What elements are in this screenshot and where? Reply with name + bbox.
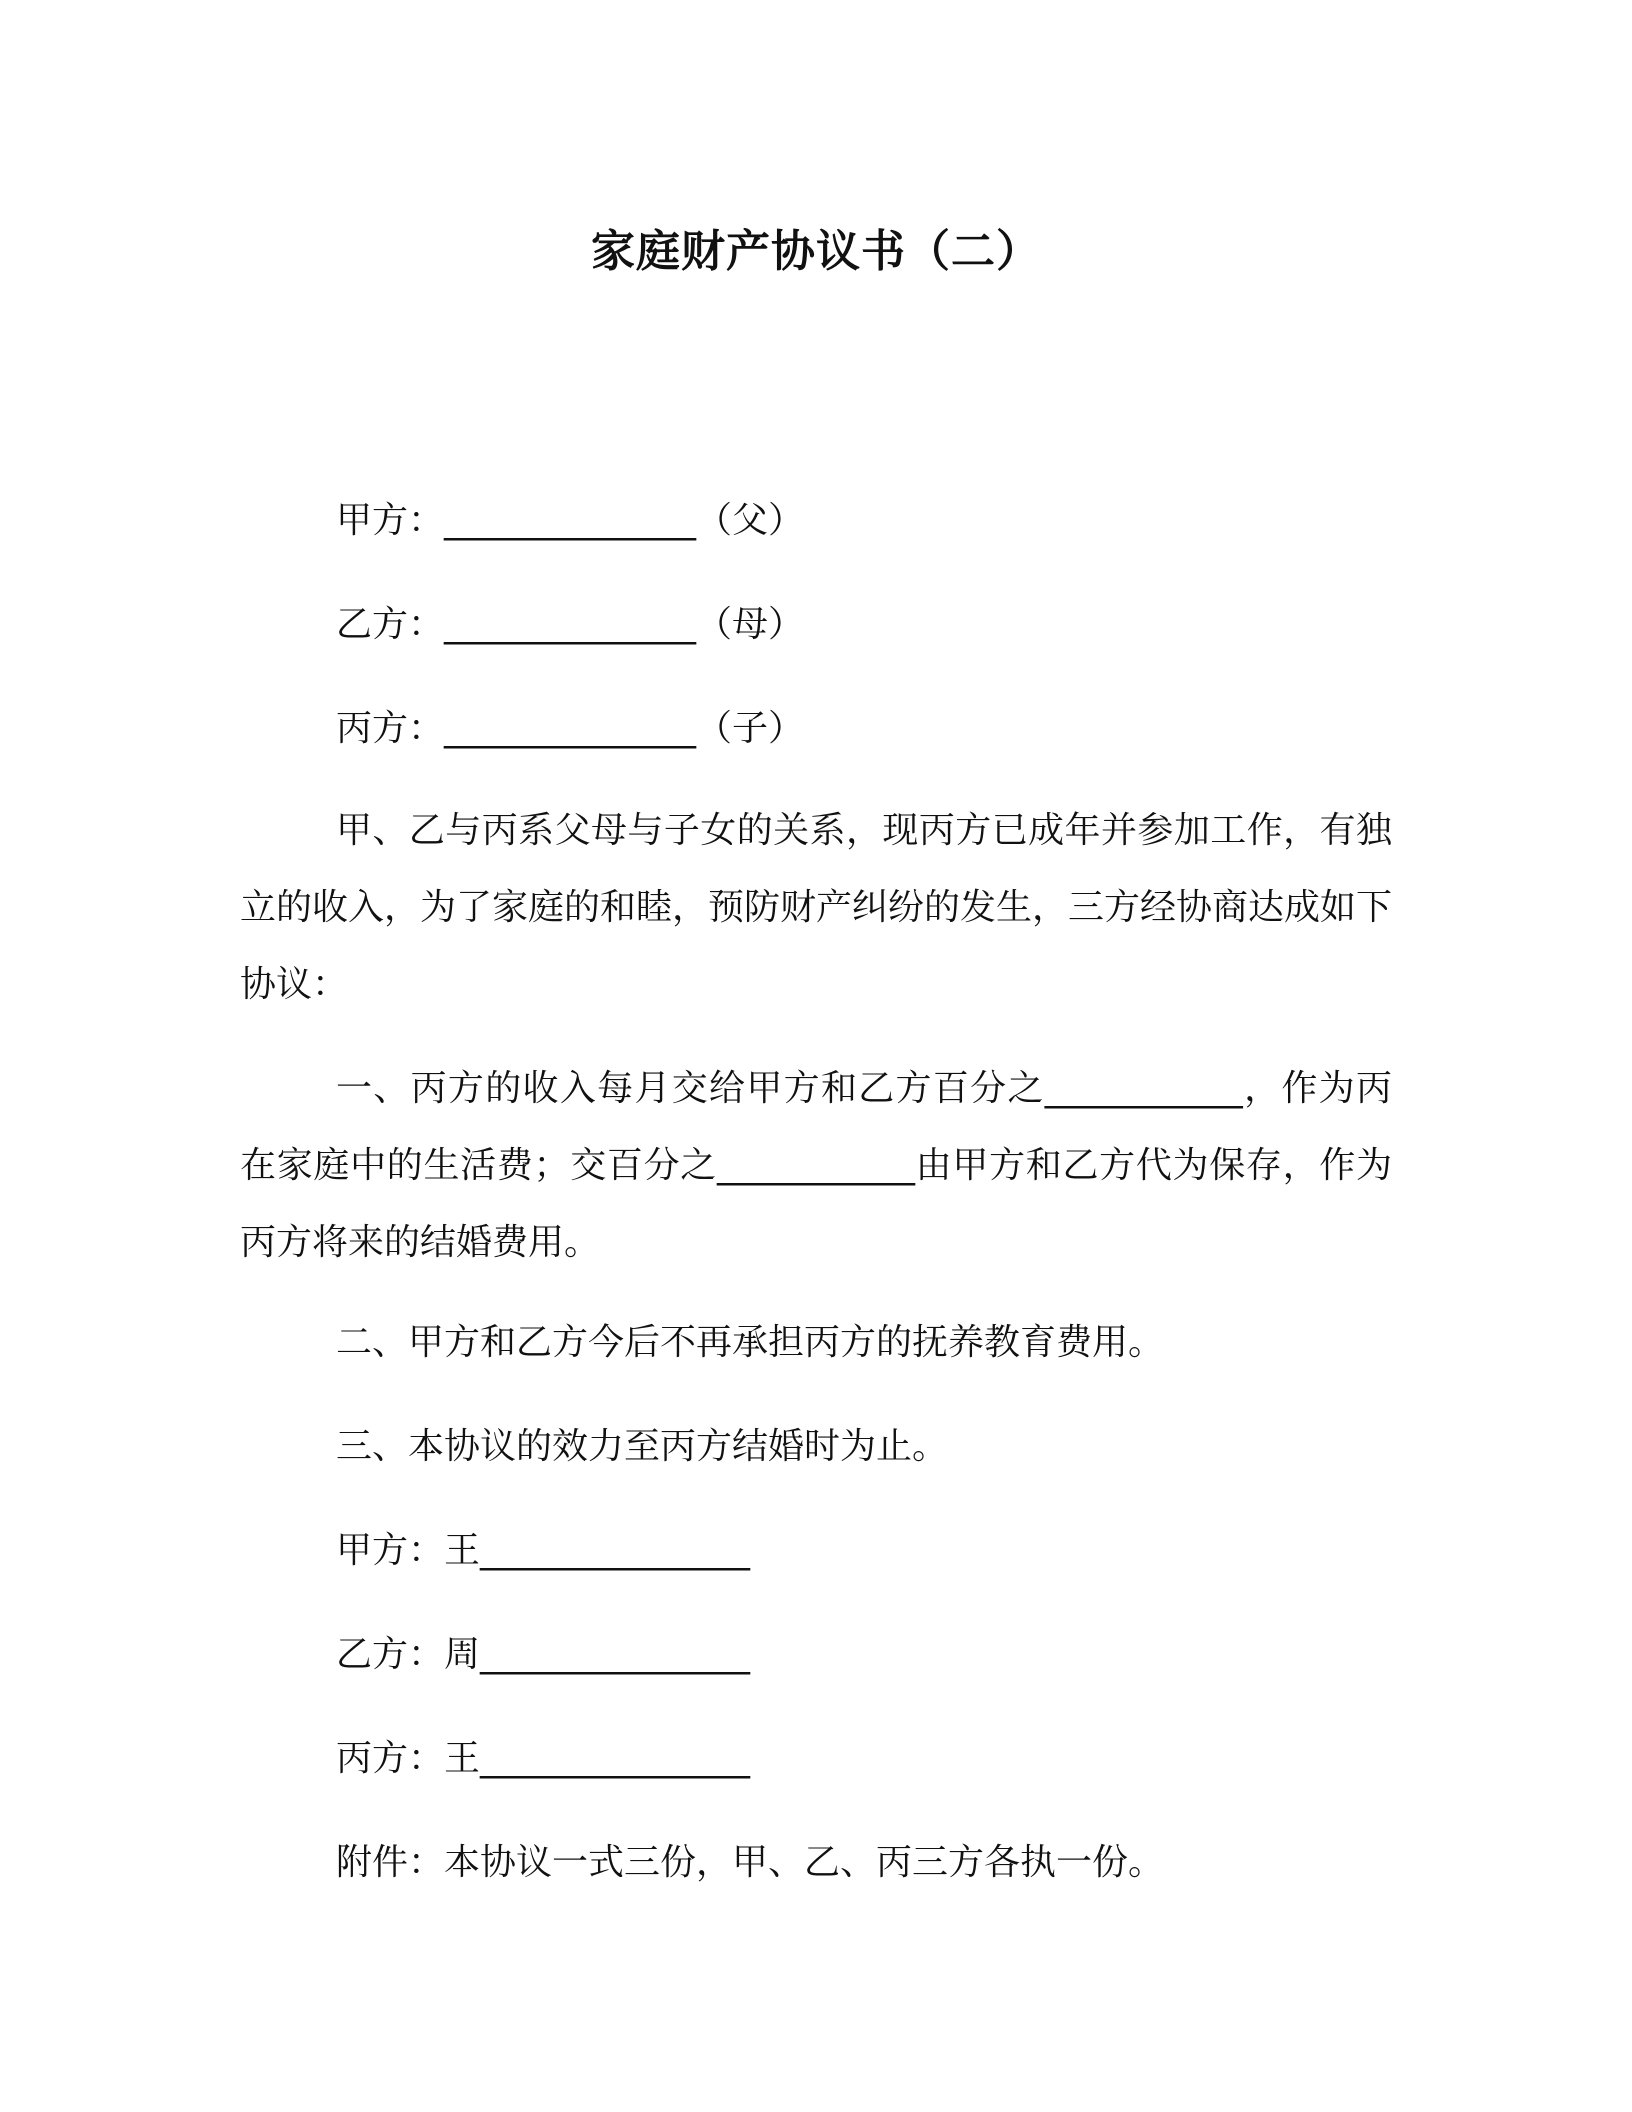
clause-1-paragraph: 一、丙方的收入每月交给甲方和乙方百分之___________，作为丙在家庭中的生活费；交百分之___________由甲方和乙方代为保存，作为丙方将来的结婚费用。 bbox=[240, 1068, 1392, 1263]
clause-2-line: 二、甲方和乙方今后不再承担丙方的抚养教育费用。 bbox=[336, 1322, 1165, 1363]
signature-a-line: 甲方：王_______________ bbox=[336, 1530, 751, 1571]
document-title: 家庭财产协议书（二） bbox=[591, 226, 1041, 277]
attachment-line: 附件：本协议一式三份，甲、乙、丙三方各执一份。 bbox=[336, 1842, 1165, 1883]
signature-c-line: 丙方：王_______________ bbox=[336, 1738, 751, 1779]
party-b-line: 乙方：______________（母） bbox=[336, 604, 805, 645]
signature-b-line: 乙方：周_______________ bbox=[336, 1634, 751, 1675]
intro-paragraph: 甲、乙与丙系父母与子女的关系，现丙方已成年并参加工作，有独立的收入，为了家庭的和睦，预防财产纠纷的发生，三方经协商达成如下协议： bbox=[240, 810, 1393, 1005]
clause-3-line: 三、本协议的效力至丙方结婚时为止。 bbox=[336, 1426, 949, 1467]
party-a-line: 甲方：______________（父） bbox=[336, 500, 805, 541]
party-c-line: 丙方：______________（子） bbox=[336, 708, 805, 749]
